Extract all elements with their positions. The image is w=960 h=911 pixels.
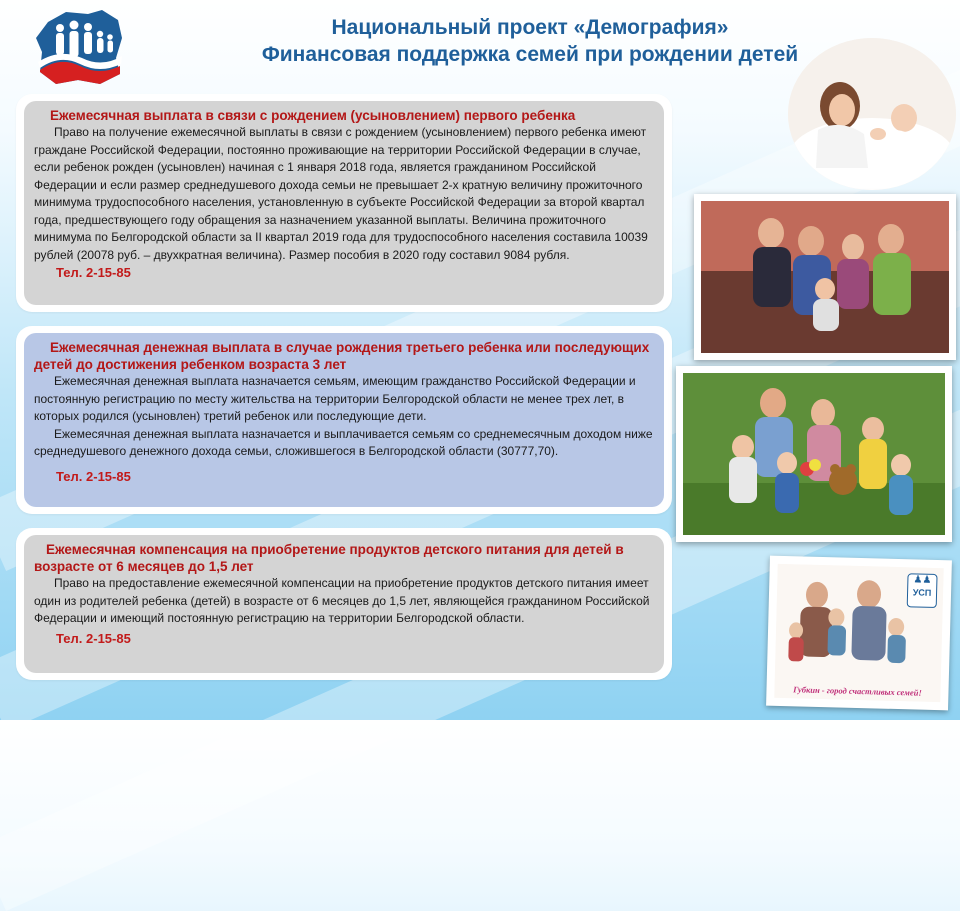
card-body <box>24 101 664 305</box>
card-paragraph: Ежемесячная денежная выплата назначается и выплачивается семьям со среднемесячным доходом ниже среднедушевого денежного дохода семьи, сложившегося в Белгородской области (30777,70). <box>34 426 653 458</box>
family-icon: ♟♟ <box>913 574 932 586</box>
card-baby-food-compensation <box>16 528 672 680</box>
card-title: Ежемесячная компенсация на приобретение продуктов детского питания для детей в возрасте от 6 месяцев до 1,5 лет <box>34 542 624 574</box>
card-body <box>24 333 664 507</box>
photo-mother-baby <box>788 38 956 190</box>
card-paragraph: Право на предоставление ежемесячной компенсации на приобретение продуктов детского питания имеет один из родителей ребенка (детей) в возрасте от 6 месяцев до 1,5 лет, являющейся гражданином Российской Федерации и имеющий постоянную регистрацию на территории Белгородской области. <box>34 576 650 625</box>
card-first-child-payment <box>16 94 672 312</box>
phone-number: Тел. 2-15-85 <box>56 265 131 280</box>
demography-logo <box>30 8 130 88</box>
usp-badge <box>907 573 938 608</box>
photo-family-portrait <box>766 556 952 711</box>
usp-badge-label: УСП <box>912 587 932 598</box>
card-text <box>34 575 654 628</box>
card-title: Ежемесячная денежная выплата в случае рождения третьего ребенка или последующих детей до достижения ребенком возраста 3 лет <box>34 340 650 372</box>
card-body <box>24 535 664 673</box>
title-line-1: Национальный проект «Демография» <box>331 16 729 39</box>
card-third-child-payment <box>16 326 672 514</box>
page-title <box>150 14 910 68</box>
card-paragraph: Ежемесячная денежная выплата назначается семьям, имеющим гражданство Российской Федерации и постоянную регистрацию по месту жительства на территории Белгородской области не менее трех лет, в которых родился (усыновлен) третий ребенок или последующие дети. <box>34 374 636 423</box>
title-line-2: Финансовая поддержка семей при рождении детей <box>261 43 799 66</box>
photo-caption: Губкин - город счастливых семей! <box>793 684 922 698</box>
card-paragraph: Право на получение ежемесячной выплаты в связи с рождением (усыновлением) первого ребенка имеют граждане Российской Федерации, постоянно проживающие на территории Российской Федерации в случае, если ребенок рожден (усыновлен) начиная с 1 января 2018 года, является гражданином Российской Федерации и если размер среднедушевого дохода семьи не превышает 2-х кратную величину прожиточного минимума трудоспособного населения, установленную в субъекте Российской Федерации за второй квартал года, предшествующего году обращения за назначением указанной выплаты. Величина прожиточного минимума по Белгородской области за II квартал 2019 года для трудоспособного населения составила 10039 рублей (20078 руб. – двухкратная величина). Размер пособия в 2020 году составил 9084 рубля. <box>34 125 648 262</box>
photo-family-sofa <box>694 194 956 360</box>
card-title: Ежемесячная выплата в связи с рождением (усыновлением) первого ребенка <box>50 108 576 123</box>
phone-number: Тел. 2-15-85 <box>56 630 131 646</box>
phone-number: Тел. 2-15-85 <box>56 468 131 484</box>
card-text <box>34 124 654 264</box>
card-text <box>34 373 654 461</box>
photo-family-outdoors <box>676 366 952 542</box>
